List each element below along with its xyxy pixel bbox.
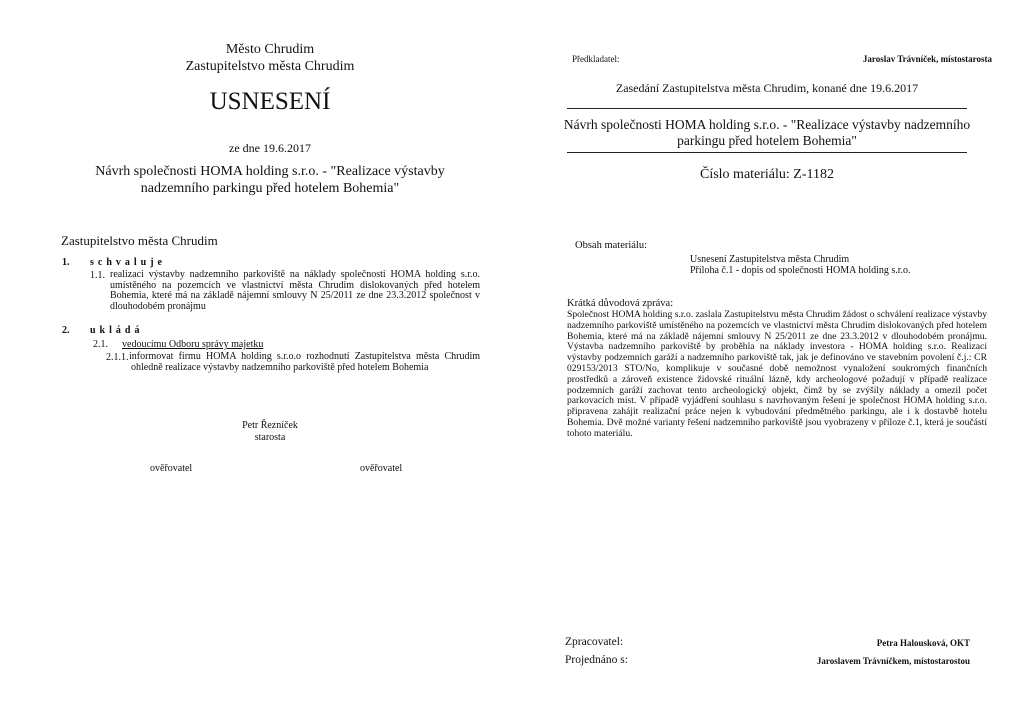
report-text: Společnost HOMA holding s.r.o. zaslala Zastupitelstvu města Chrudim žádost o schválení realizace výstavby nadzemního parkoviště umístěného na pozemcích ve vlastnictví města Chrudim dislokovaných před hotelem Bohemia, které má na základě nájemní smlouvy N 25/2011 ze dne 23.3.2012 v dlouhodobém pronájmu. Výstavba nadzemního parkoviště by proběhla na náklady investora - HOMA holding s.r.o. Realizaci výstavby podzemních garáží a nadzemního parkoviště tak, jak je definováno ve stavebním povolení č.j.: CR 029153/2013 STO/No, komplikuje v současné době nemožnost vynaložení soukromých finančních prostředků a zároveň existence židovské rituální lázně, kdy archeologové požadují v případě realizace podzemních garáží zachovat tento archeologický objekt, čímž by se zvýšily náklady a omezil počet parkovacích míst. V případě vyjádření souhlasu s navrhovaným řešení je společnost HOMA holding s.r.o. připravena zahájit realizační práce nejen k vybudování předmětného parkingu, ale i k dostavbě hotelu Bohemia. Dvě možné varianty řešení nadzemního parkoviště jsou vyobrazeny v příloze č.1, která je součástí tohoto materiálu. — [567, 309, 987, 439]
discussed-label: Projednáno s: — [565, 654, 628, 666]
item-2-1-text: vedoucímu Odboru správy majetku — [122, 339, 264, 350]
signer-role: starosta — [254, 432, 286, 443]
report-label: Krátká důvodová zpráva: — [567, 298, 674, 309]
date: ze dne 19.6.2017 — [229, 141, 311, 155]
signer-name: Petr Řezníček — [242, 420, 298, 431]
contents-label: Obsah materiálu: — [575, 240, 648, 251]
processed-by: Petra Halousková, OKT — [876, 638, 970, 648]
city: Město Chrudim — [225, 42, 315, 57]
section-1-number: 1. — [62, 257, 70, 268]
meeting: Zasedání Zastupitelstva města Chrudim, konané dne 19.6.2017 — [615, 81, 919, 95]
subject-line-1: Návrh společnosti HOMA holding s.r.o. - "Realizace výstavby — [95, 164, 445, 179]
item-2-1-1-text: informovat firmu HOMA holding s.r.o.o rozhodnutí Zastupitelstva města Chrudim ohledně realizace výstavby nadzemního parkoviště před hotelem Bohemia — [129, 351, 480, 373]
council: Zastupitelstvo města Chrudim — [185, 59, 355, 74]
item-1-1-text: realizaci výstavby nadzemního parkoviště na náklady společnosti HOMA holding s.r.o. umístěného na pozemcích ve vlastnictví města Chrudim dislokovaných před hotelem Bohemia, které má na základě nájemní smlouvy N 25/2011 ze dne 23.3.2012 společnost v dlouhodobém pronájmu — [110, 269, 480, 312]
verifier-1: ověřovatel — [150, 463, 193, 474]
item-1-1-number: 1.1. — [90, 270, 105, 281]
material-number: Číslo materiálu: Z-1182 — [699, 167, 834, 182]
page-title: USNESENÍ — [209, 88, 331, 115]
subject-line-2: parkingu před hotelem Bohemia" — [677, 133, 857, 148]
item-2-1-1-number: 2.1.1. — [106, 352, 129, 363]
verifier-2: ověřovatel — [360, 463, 403, 474]
submitter: Jaroslav Trávníček, místostarosta — [862, 54, 992, 64]
contents-item: Příloha č.1 - dopis od společnosti HOMA holding s.r.o. — [690, 265, 911, 276]
submitter-label: Předkladatel: — [572, 54, 620, 64]
processed-label: Zpracovatel: — [565, 636, 624, 648]
discussed-with: Jaroslavem Trávníčkem, místostarostou — [816, 656, 970, 666]
divider — [567, 108, 967, 109]
divider — [567, 152, 967, 153]
contents-item: Usnesení Zastupitelstva města Chrudim — [690, 254, 850, 265]
body-heading: Zastupitelstvo města Chrudim — [61, 233, 218, 248]
section-2-number: 2. — [62, 325, 70, 336]
subject-line-2: nadzemního parkingu před hotelem Bohemia" — [140, 181, 400, 196]
section-2-verb: ukládá — [90, 325, 144, 336]
section-1-verb: schvaluje — [90, 257, 166, 268]
subject-line-1: Návrh společnosti HOMA holding s.r.o. - "Realizace výstavby nadzemního — [563, 117, 971, 132]
item-2-1-number: 2.1. — [93, 339, 108, 350]
